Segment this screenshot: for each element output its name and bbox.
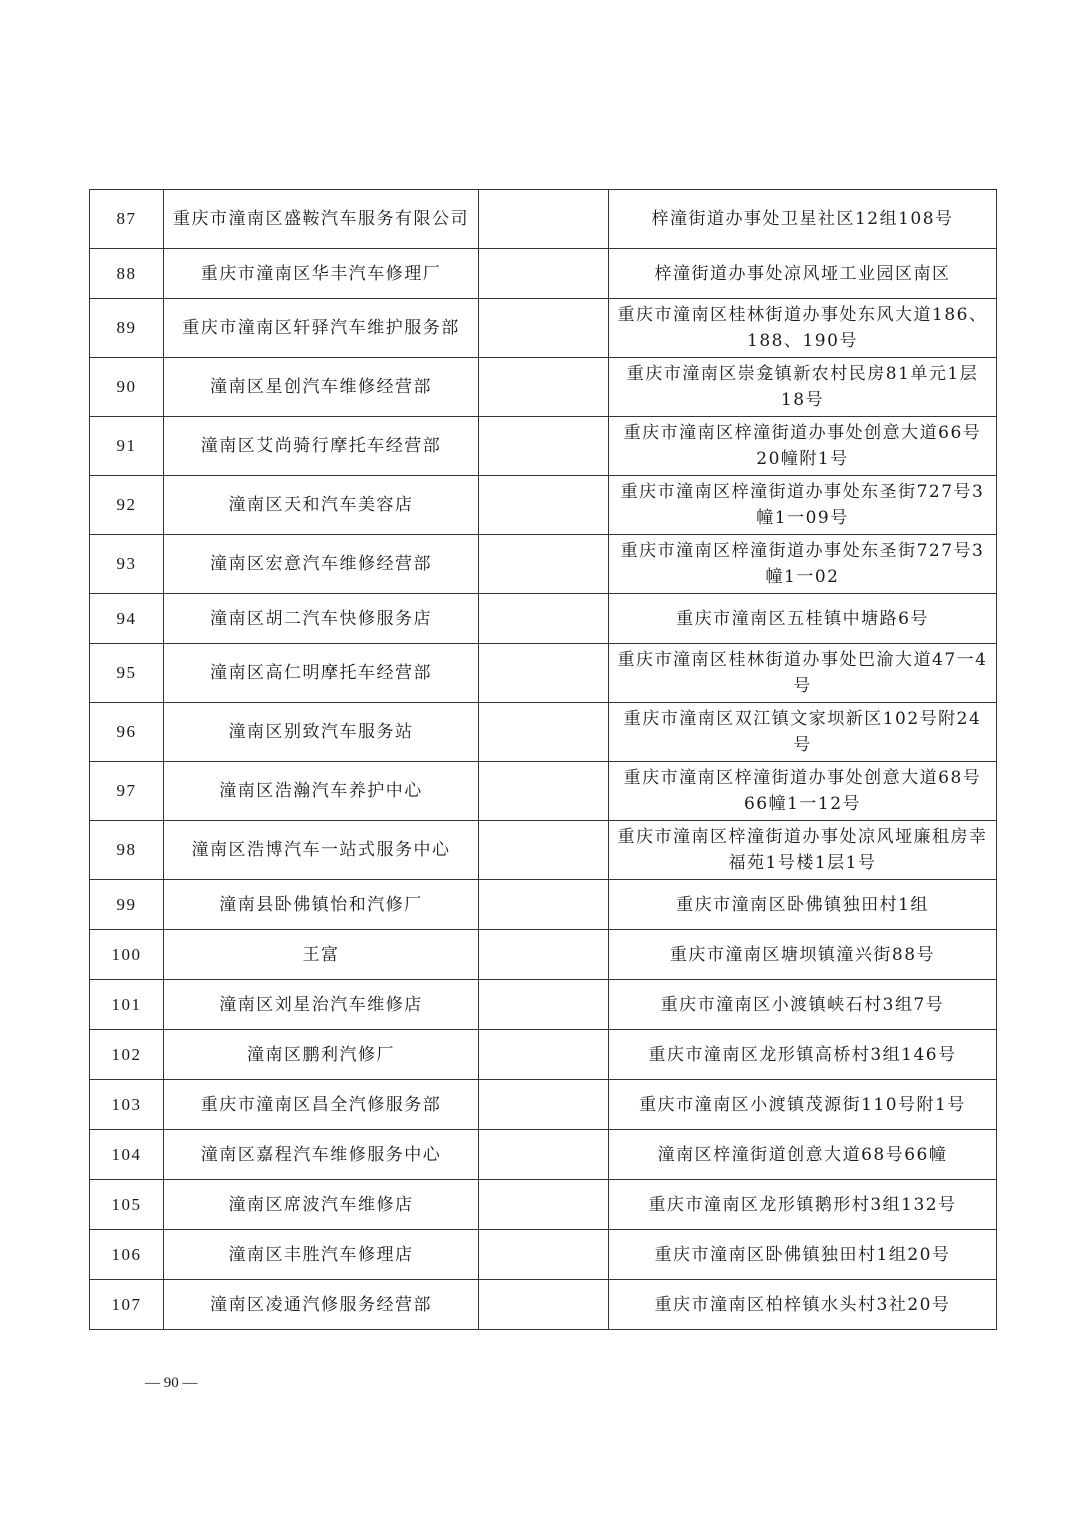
business-address: 重庆市潼南区小渡镇茂源街110号附1号 <box>609 1080 997 1130</box>
business-address: 重庆市潼南区桂林街道办事处巴渝大道47一4号 <box>609 644 997 703</box>
business-name: 潼南区艾尚骑行摩托车经营部 <box>164 417 479 476</box>
row-number: 93 <box>90 535 164 594</box>
table-row <box>90 1230 997 1280</box>
table-row <box>90 358 997 417</box>
row-number: 100 <box>90 930 164 980</box>
business-name: 潼南区天和汽车美容店 <box>164 476 479 535</box>
table-row <box>90 930 997 980</box>
row-number: 105 <box>90 1180 164 1230</box>
business-name: 潼南区嘉程汽车维修服务中心 <box>164 1130 479 1180</box>
repair-shop-table <box>89 189 997 1330</box>
table-row <box>90 249 997 299</box>
business-name: 重庆市潼南区华丰汽车修理厂 <box>164 249 479 299</box>
empty-cell <box>479 535 609 594</box>
business-address: 潼南区梓潼街道创意大道68号66幢 <box>609 1130 997 1180</box>
table-row <box>90 1030 997 1080</box>
business-address: 重庆市潼南区梓潼街道办事处东圣街727号3幢1一02 <box>609 535 997 594</box>
empty-cell <box>479 299 609 358</box>
business-address: 重庆市潼南区梓潼街道办事处东圣街727号3幢1一09号 <box>609 476 997 535</box>
business-name: 重庆市潼南区盛鞍汽车服务有限公司 <box>164 190 479 249</box>
business-name: 潼南区别致汽车服务站 <box>164 703 479 762</box>
empty-cell <box>479 821 609 880</box>
empty-cell <box>479 762 609 821</box>
row-number: 96 <box>90 703 164 762</box>
row-number: 97 <box>90 762 164 821</box>
empty-cell <box>479 1180 609 1230</box>
empty-cell <box>479 980 609 1030</box>
row-number: 89 <box>90 299 164 358</box>
business-name: 重庆市潼南区轩驿汽车维护服务部 <box>164 299 479 358</box>
empty-cell <box>479 594 609 644</box>
business-address: 重庆市潼南区卧佛镇独田村1组 <box>609 880 997 930</box>
table-row <box>90 1130 997 1180</box>
business-address: 重庆市潼南区梓潼街道办事处创意大道66号20幢附1号 <box>609 417 997 476</box>
business-address: 重庆市潼南区柏梓镇水头村3社20号 <box>609 1280 997 1330</box>
business-address: 重庆市潼南区五桂镇中塘路6号 <box>609 594 997 644</box>
row-number: 106 <box>90 1230 164 1280</box>
business-address: 重庆市潼南区双江镇文家坝新区102号附24号 <box>609 703 997 762</box>
empty-cell <box>479 1080 609 1130</box>
empty-cell <box>479 417 609 476</box>
table-row <box>90 299 997 358</box>
business-address: 重庆市潼南区龙形镇高桥村3组146号 <box>609 1030 997 1080</box>
table-row <box>90 417 997 476</box>
empty-cell <box>479 1230 609 1280</box>
business-name: 潼南区席波汽车维修店 <box>164 1180 479 1230</box>
row-number: 92 <box>90 476 164 535</box>
row-number: 87 <box>90 190 164 249</box>
business-address: 重庆市潼南区梓潼街道办事处凉风垭廉租房幸福苑1号楼1层1号 <box>609 821 997 880</box>
business-name: 潼南区浩博汽车一站式服务中心 <box>164 821 479 880</box>
empty-cell <box>479 1130 609 1180</box>
empty-cell <box>479 1280 609 1330</box>
business-name: 潼南区刘星治汽车维修店 <box>164 980 479 1030</box>
business-name: 潼南区胡二汽车快修服务店 <box>164 594 479 644</box>
table-row <box>90 190 997 249</box>
business-address: 重庆市潼南区卧佛镇独田村1组20号 <box>609 1230 997 1280</box>
business-name: 潼南县卧佛镇怡和汽修厂 <box>164 880 479 930</box>
row-number: 98 <box>90 821 164 880</box>
row-number: 107 <box>90 1280 164 1330</box>
table-row <box>90 1180 997 1230</box>
empty-cell <box>479 1030 609 1080</box>
row-number: 101 <box>90 980 164 1030</box>
business-address: 重庆市潼南区小渡镇峡石村3组7号 <box>609 980 997 1030</box>
row-number: 99 <box>90 880 164 930</box>
business-name: 潼南区宏意汽车维修经营部 <box>164 535 479 594</box>
business-name: 潼南区鹏利汽修厂 <box>164 1030 479 1080</box>
empty-cell <box>479 880 609 930</box>
business-name: 潼南区高仁明摩托车经营部 <box>164 644 479 703</box>
table-row <box>90 644 997 703</box>
empty-cell <box>479 190 609 249</box>
empty-cell <box>479 930 609 980</box>
business-address: 重庆市潼南区梓潼街道办事处创意大道68号66幢1一12号 <box>609 762 997 821</box>
row-number: 90 <box>90 358 164 417</box>
business-name: 潼南区浩瀚汽车养护中心 <box>164 762 479 821</box>
business-address: 重庆市潼南区龙形镇鹅形村3组132号 <box>609 1180 997 1230</box>
business-address: 梓潼街道办事处卫星社区12组108号 <box>609 190 997 249</box>
table-row <box>90 1080 997 1130</box>
table-row <box>90 535 997 594</box>
row-number: 88 <box>90 249 164 299</box>
row-number: 91 <box>90 417 164 476</box>
row-number: 104 <box>90 1130 164 1180</box>
table-row <box>90 880 997 930</box>
business-address: 梓潼街道办事处凉风垭工业园区南区 <box>609 249 997 299</box>
row-number: 94 <box>90 594 164 644</box>
row-number: 102 <box>90 1030 164 1080</box>
empty-cell <box>479 358 609 417</box>
business-address: 重庆市潼南区桂林街道办事处东风大道186、188、190号 <box>609 299 997 358</box>
table-row <box>90 980 997 1030</box>
business-name: 王富 <box>164 930 479 980</box>
business-address: 重庆市潼南区塘坝镇潼兴街88号 <box>609 930 997 980</box>
table-row <box>90 1280 997 1330</box>
business-address: 重庆市潼南区崇龛镇新农村民房81单元1层18号 <box>609 358 997 417</box>
empty-cell <box>479 249 609 299</box>
table-row <box>90 476 997 535</box>
table-row <box>90 703 997 762</box>
empty-cell <box>479 703 609 762</box>
business-name: 潼南区凌通汽修服务经营部 <box>164 1280 479 1330</box>
business-name: 重庆市潼南区昌全汽修服务部 <box>164 1080 479 1130</box>
row-number: 103 <box>90 1080 164 1130</box>
business-name: 潼南区星创汽车维修经营部 <box>164 358 479 417</box>
table-row <box>90 594 997 644</box>
business-name: 潼南区丰胜汽车修理店 <box>164 1230 479 1280</box>
table-row <box>90 762 997 821</box>
page-number: — 90 — <box>145 1375 198 1391</box>
empty-cell <box>479 476 609 535</box>
empty-cell <box>479 644 609 703</box>
table-row <box>90 821 997 880</box>
row-number: 95 <box>90 644 164 703</box>
